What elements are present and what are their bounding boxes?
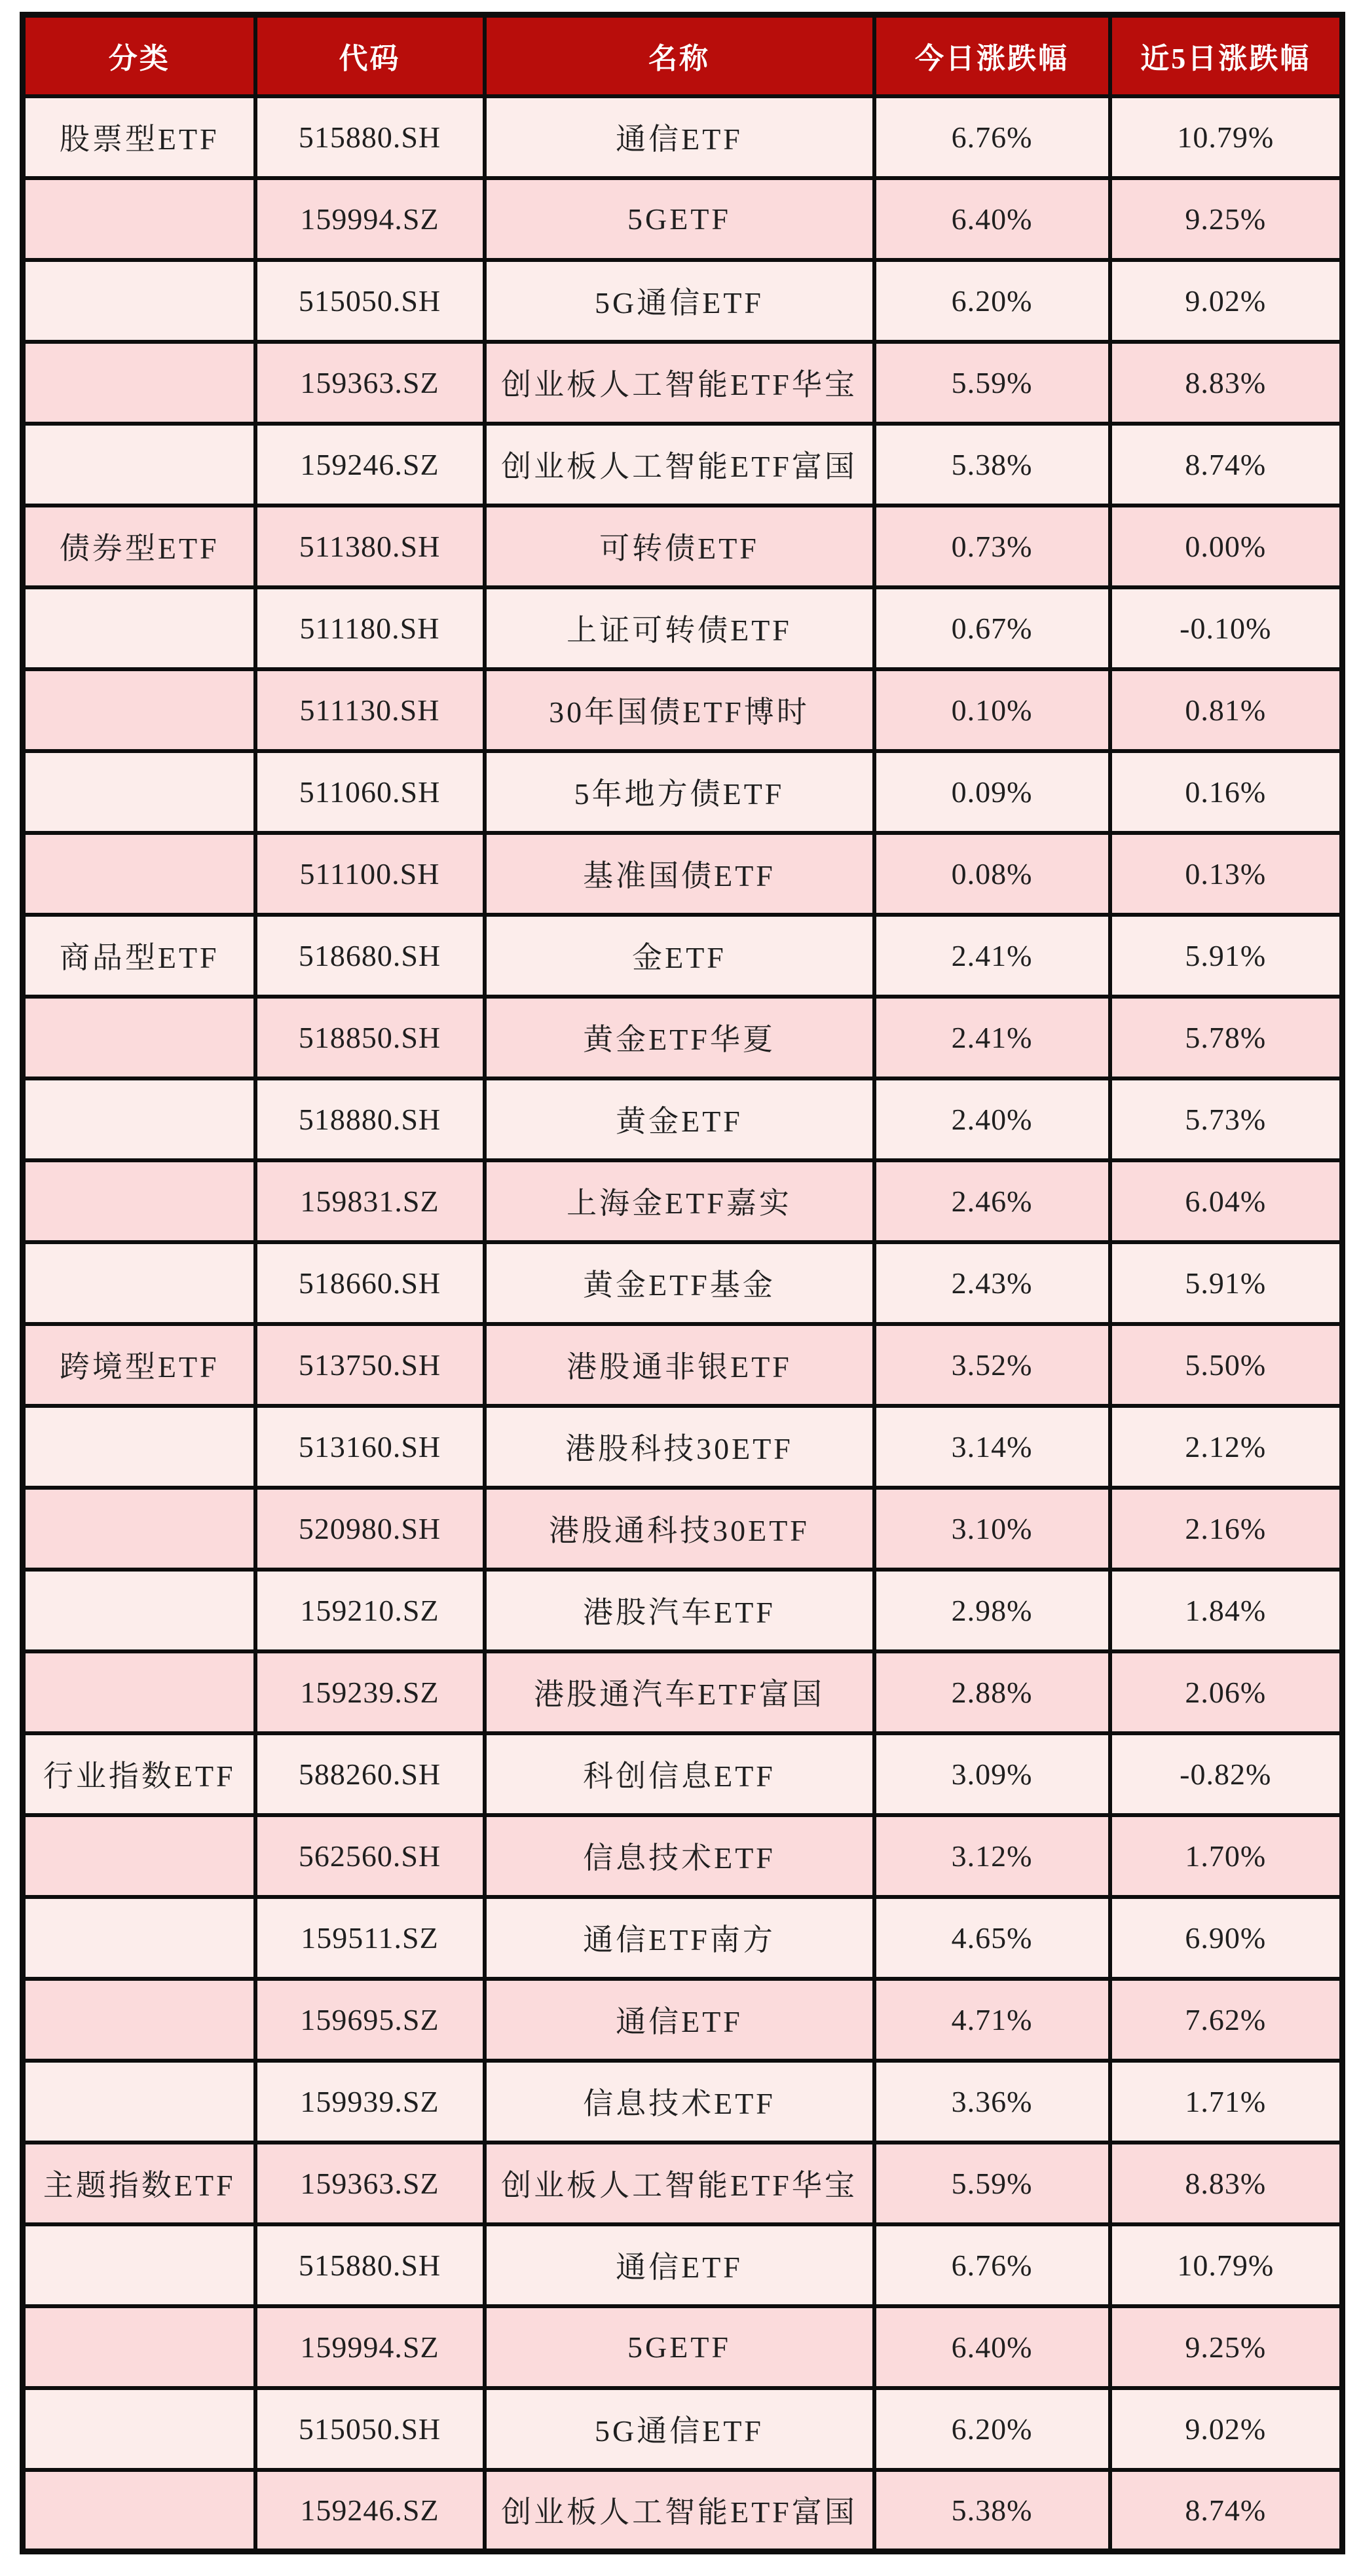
table-row bbox=[23, 2470, 1343, 2552]
col-header-today-change: 今日涨跌幅 bbox=[874, 15, 1110, 96]
cell-today-change: 6.40% bbox=[874, 2306, 1110, 2388]
cell-name: 科创信息ETF bbox=[485, 1733, 874, 1815]
cell-name: 黄金ETF华夏 bbox=[485, 997, 874, 1078]
cell-category bbox=[23, 2470, 255, 2552]
cell-change-5d: 9.02% bbox=[1110, 260, 1343, 342]
cell-name: 5G通信ETF bbox=[485, 2388, 874, 2470]
cell-code: 513750.SH bbox=[255, 1324, 485, 1406]
col-header-name: 名称 bbox=[485, 15, 874, 96]
col-header-5day-change: 近5日涨跌幅 bbox=[1110, 15, 1343, 96]
cell-today-change: 6.20% bbox=[874, 260, 1110, 342]
table-row bbox=[23, 342, 1343, 424]
cell-today-change: 2.98% bbox=[874, 1570, 1110, 1651]
cell-name: 港股通科技30ETF bbox=[485, 1488, 874, 1570]
cell-change-5d: 1.71% bbox=[1110, 2061, 1343, 2143]
cell-change-5d: 0.00% bbox=[1110, 506, 1343, 587]
cell-today-change: 0.09% bbox=[874, 751, 1110, 833]
cell-code: 159363.SZ bbox=[255, 2143, 485, 2224]
cell-name: 5GETF bbox=[485, 2306, 874, 2388]
cell-category bbox=[23, 260, 255, 342]
table-row bbox=[23, 1488, 1343, 1570]
cell-category bbox=[23, 1979, 255, 2061]
cell-change-5d: 2.16% bbox=[1110, 1488, 1343, 1570]
cell-change-5d: 9.25% bbox=[1110, 2306, 1343, 2388]
cell-code: 511130.SH bbox=[255, 669, 485, 751]
cell-category bbox=[23, 1078, 255, 1160]
cell-name: 上证可转债ETF bbox=[485, 587, 874, 669]
table-row bbox=[23, 96, 1343, 178]
cell-change-5d: 5.91% bbox=[1110, 1242, 1343, 1324]
cell-category bbox=[23, 1570, 255, 1651]
table-row bbox=[23, 506, 1343, 587]
cell-name: 30年国债ETF博时 bbox=[485, 669, 874, 751]
cell-today-change: 3.52% bbox=[874, 1324, 1110, 1406]
cell-today-change: 5.38% bbox=[874, 424, 1110, 506]
table-header-row bbox=[23, 15, 1343, 96]
table-row bbox=[23, 1897, 1343, 1979]
cell-today-change: 4.71% bbox=[874, 1979, 1110, 2061]
cell-today-change: 2.41% bbox=[874, 915, 1110, 997]
cell-code: 518850.SH bbox=[255, 997, 485, 1078]
etf-performance-table bbox=[20, 12, 1345, 2554]
cell-code: 159239.SZ bbox=[255, 1651, 485, 1733]
cell-category bbox=[23, 669, 255, 751]
cell-category bbox=[23, 1815, 255, 1897]
cell-category bbox=[23, 1488, 255, 1570]
table-row bbox=[23, 2224, 1343, 2306]
cell-code: 159695.SZ bbox=[255, 1979, 485, 2061]
cell-change-5d: 0.13% bbox=[1110, 833, 1343, 915]
cell-name: 港股科技30ETF bbox=[485, 1406, 874, 1488]
cell-name: 基准国债ETF bbox=[485, 833, 874, 915]
cell-code: 515880.SH bbox=[255, 96, 485, 178]
cell-name: 5年地方债ETF bbox=[485, 751, 874, 833]
cell-code: 518880.SH bbox=[255, 1078, 485, 1160]
cell-category: 跨境型ETF bbox=[23, 1324, 255, 1406]
cell-category bbox=[23, 1160, 255, 1242]
cell-code: 511100.SH bbox=[255, 833, 485, 915]
cell-today-change: 3.36% bbox=[874, 2061, 1110, 2143]
cell-code: 159246.SZ bbox=[255, 424, 485, 506]
cell-name: 创业板人工智能ETF富国 bbox=[485, 424, 874, 506]
cell-change-5d: 8.83% bbox=[1110, 2143, 1343, 2224]
cell-code: 588260.SH bbox=[255, 1733, 485, 1815]
cell-change-5d: 6.04% bbox=[1110, 1160, 1343, 1242]
col-header-category: 分类 bbox=[23, 15, 255, 96]
cell-today-change: 2.43% bbox=[874, 1242, 1110, 1324]
cell-category bbox=[23, 1406, 255, 1488]
cell-name: 金ETF bbox=[485, 915, 874, 997]
cell-name: 通信ETF南方 bbox=[485, 1897, 874, 1979]
cell-name: 通信ETF bbox=[485, 96, 874, 178]
cell-category: 行业指数ETF bbox=[23, 1733, 255, 1815]
cell-today-change: 5.59% bbox=[874, 342, 1110, 424]
cell-name: 创业板人工智能ETF富国 bbox=[485, 2470, 874, 2552]
cell-change-5d: 1.84% bbox=[1110, 1570, 1343, 1651]
cell-code: 518680.SH bbox=[255, 915, 485, 997]
etf-performance-table-container bbox=[20, 12, 1339, 2554]
cell-today-change: 2.88% bbox=[874, 1651, 1110, 1733]
cell-category bbox=[23, 587, 255, 669]
cell-name: 创业板人工智能ETF华宝 bbox=[485, 342, 874, 424]
cell-change-5d: 6.90% bbox=[1110, 1897, 1343, 1979]
cell-code: 159939.SZ bbox=[255, 2061, 485, 2143]
cell-today-change: 6.20% bbox=[874, 2388, 1110, 2470]
col-header-code: 代码 bbox=[255, 15, 485, 96]
cell-category: 主题指数ETF bbox=[23, 2143, 255, 2224]
table-row bbox=[23, 833, 1343, 915]
cell-today-change: 2.40% bbox=[874, 1078, 1110, 1160]
cell-code: 520980.SH bbox=[255, 1488, 485, 1570]
cell-code: 513160.SH bbox=[255, 1406, 485, 1488]
cell-name: 通信ETF bbox=[485, 1979, 874, 2061]
cell-name: 信息技术ETF bbox=[485, 1815, 874, 1897]
cell-change-5d: 5.78% bbox=[1110, 997, 1343, 1078]
cell-category bbox=[23, 342, 255, 424]
cell-change-5d: 0.16% bbox=[1110, 751, 1343, 833]
cell-category bbox=[23, 833, 255, 915]
cell-change-5d: 2.12% bbox=[1110, 1406, 1343, 1488]
cell-today-change: 5.59% bbox=[874, 2143, 1110, 2224]
cell-code: 159511.SZ bbox=[255, 1897, 485, 1979]
table-row bbox=[23, 669, 1343, 751]
table-row bbox=[23, 2306, 1343, 2388]
cell-code: 515050.SH bbox=[255, 260, 485, 342]
cell-code: 518660.SH bbox=[255, 1242, 485, 1324]
cell-category bbox=[23, 1897, 255, 1979]
table-row bbox=[23, 997, 1343, 1078]
cell-code: 511060.SH bbox=[255, 751, 485, 833]
cell-name: 信息技术ETF bbox=[485, 2061, 874, 2143]
table-row bbox=[23, 2143, 1343, 2224]
cell-change-5d: 7.62% bbox=[1110, 1979, 1343, 2061]
cell-today-change: 2.41% bbox=[874, 997, 1110, 1078]
cell-change-5d: -0.10% bbox=[1110, 587, 1343, 669]
cell-category: 商品型ETF bbox=[23, 915, 255, 997]
cell-code: 159994.SZ bbox=[255, 2306, 485, 2388]
cell-today-change: 0.10% bbox=[874, 669, 1110, 751]
cell-today-change: 3.14% bbox=[874, 1406, 1110, 1488]
cell-category bbox=[23, 2224, 255, 2306]
cell-name: 上海金ETF嘉实 bbox=[485, 1160, 874, 1242]
cell-category bbox=[23, 1651, 255, 1733]
cell-today-change: 0.67% bbox=[874, 587, 1110, 669]
table-row bbox=[23, 1160, 1343, 1242]
table-row bbox=[23, 1406, 1343, 1488]
table-row bbox=[23, 424, 1343, 506]
cell-today-change: 4.65% bbox=[874, 1897, 1110, 1979]
cell-name: 5G通信ETF bbox=[485, 260, 874, 342]
cell-change-5d: 9.02% bbox=[1110, 2388, 1343, 2470]
cell-name: 黄金ETF基金 bbox=[485, 1242, 874, 1324]
cell-change-5d: 10.79% bbox=[1110, 2224, 1343, 2306]
cell-today-change: 6.76% bbox=[874, 2224, 1110, 2306]
cell-category bbox=[23, 2306, 255, 2388]
cell-category bbox=[23, 751, 255, 833]
cell-change-5d: 10.79% bbox=[1110, 96, 1343, 178]
cell-category bbox=[23, 1242, 255, 1324]
cell-change-5d: 8.74% bbox=[1110, 2470, 1343, 2552]
table-row bbox=[23, 1651, 1343, 1733]
cell-code: 159994.SZ bbox=[255, 178, 485, 260]
cell-today-change: 3.10% bbox=[874, 1488, 1110, 1570]
table-row bbox=[23, 1324, 1343, 1406]
cell-today-change: 0.08% bbox=[874, 833, 1110, 915]
table-row bbox=[23, 915, 1343, 997]
cell-today-change: 5.38% bbox=[874, 2470, 1110, 2552]
cell-change-5d: 5.50% bbox=[1110, 1324, 1343, 1406]
cell-name: 5GETF bbox=[485, 178, 874, 260]
cell-change-5d: 8.83% bbox=[1110, 342, 1343, 424]
table-row bbox=[23, 2388, 1343, 2470]
cell-change-5d: 1.70% bbox=[1110, 1815, 1343, 1897]
table-row bbox=[23, 1979, 1343, 2061]
cell-today-change: 3.12% bbox=[874, 1815, 1110, 1897]
table-row bbox=[23, 1078, 1343, 1160]
table-row bbox=[23, 2061, 1343, 2143]
cell-name: 创业板人工智能ETF华宝 bbox=[485, 2143, 874, 2224]
cell-code: 159246.SZ bbox=[255, 2470, 485, 2552]
cell-change-5d: 5.73% bbox=[1110, 1078, 1343, 1160]
cell-today-change: 3.09% bbox=[874, 1733, 1110, 1815]
table-row bbox=[23, 1570, 1343, 1651]
table-row bbox=[23, 587, 1343, 669]
cell-today-change: 6.40% bbox=[874, 178, 1110, 260]
cell-name: 港股通汽车ETF富国 bbox=[485, 1651, 874, 1733]
cell-category bbox=[23, 997, 255, 1078]
cell-change-5d: 2.06% bbox=[1110, 1651, 1343, 1733]
table-row bbox=[23, 1733, 1343, 1815]
cell-change-5d: 0.81% bbox=[1110, 669, 1343, 751]
cell-code: 511180.SH bbox=[255, 587, 485, 669]
cell-code: 515880.SH bbox=[255, 2224, 485, 2306]
cell-today-change: 6.76% bbox=[874, 96, 1110, 178]
table-body bbox=[23, 96, 1343, 2552]
cell-change-5d: -0.82% bbox=[1110, 1733, 1343, 1815]
cell-code: 159831.SZ bbox=[255, 1160, 485, 1242]
cell-name: 黄金ETF bbox=[485, 1078, 874, 1160]
cell-change-5d: 8.74% bbox=[1110, 424, 1343, 506]
cell-name: 通信ETF bbox=[485, 2224, 874, 2306]
cell-code: 511380.SH bbox=[255, 506, 485, 587]
table-row bbox=[23, 260, 1343, 342]
table-row bbox=[23, 178, 1343, 260]
cell-today-change: 2.46% bbox=[874, 1160, 1110, 1242]
cell-category bbox=[23, 2388, 255, 2470]
cell-category bbox=[23, 2061, 255, 2143]
table-row bbox=[23, 1815, 1343, 1897]
cell-code: 159210.SZ bbox=[255, 1570, 485, 1651]
cell-code: 515050.SH bbox=[255, 2388, 485, 2470]
cell-category bbox=[23, 178, 255, 260]
cell-name: 港股通非银ETF bbox=[485, 1324, 874, 1406]
cell-change-5d: 9.25% bbox=[1110, 178, 1343, 260]
cell-name: 港股汽车ETF bbox=[485, 1570, 874, 1651]
cell-code: 159363.SZ bbox=[255, 342, 485, 424]
cell-today-change: 0.73% bbox=[874, 506, 1110, 587]
table-row bbox=[23, 751, 1343, 833]
cell-code: 562560.SH bbox=[255, 1815, 485, 1897]
cell-category bbox=[23, 424, 255, 506]
cell-name: 可转债ETF bbox=[485, 506, 874, 587]
cell-category: 债券型ETF bbox=[23, 506, 255, 587]
cell-change-5d: 5.91% bbox=[1110, 915, 1343, 997]
table-row bbox=[23, 1242, 1343, 1324]
cell-category: 股票型ETF bbox=[23, 96, 255, 178]
